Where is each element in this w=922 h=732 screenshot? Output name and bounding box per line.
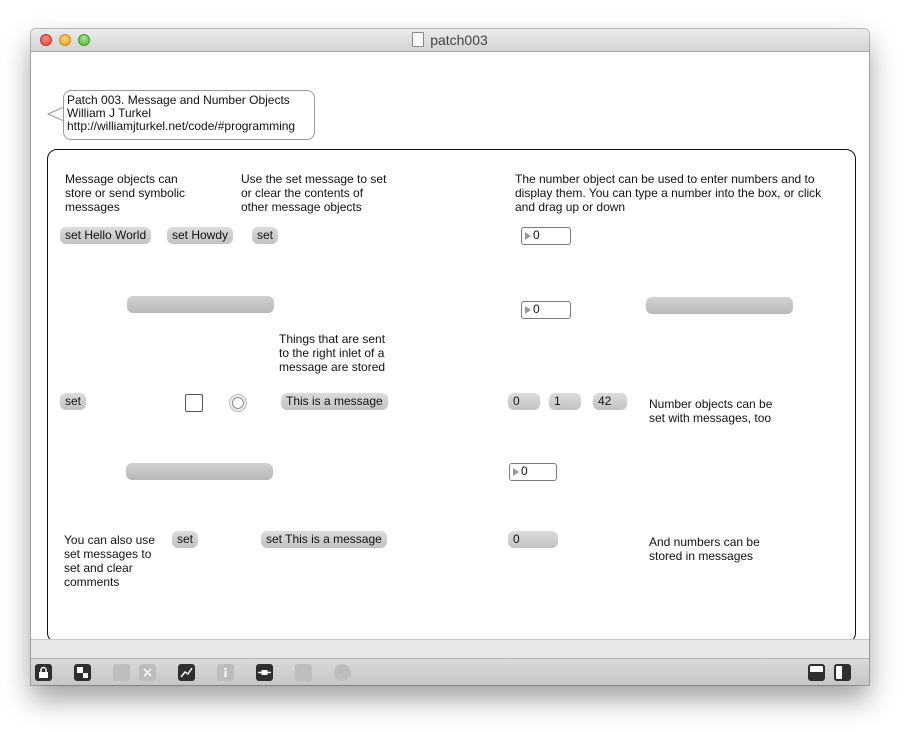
comment-use-set-2[interactable]: or clear the contents of <box>241 186 364 200</box>
message-set-right[interactable]: set <box>60 393 86 410</box>
comment-also-use-1[interactable]: You can also use <box>64 533 155 547</box>
info-icon[interactable] <box>217 664 234 681</box>
comment-number-object-1[interactable]: The number object can be used to enter numbers and to <box>515 172 815 186</box>
number-box-output-value: 0 <box>533 302 540 316</box>
empty-message-target-3[interactable] <box>126 463 273 480</box>
lock-icon[interactable] <box>35 664 52 681</box>
status-bar <box>31 639 869 658</box>
message-set-clear[interactable]: set <box>252 227 278 244</box>
window-title-wrap <box>31 29 869 51</box>
debug-icon[interactable] <box>334 664 351 681</box>
comment-also-use-2[interactable]: set messages to <box>64 547 152 561</box>
message-set-hello-world[interactable]: set Hello World <box>60 227 151 244</box>
header-comment-line-1: Patch 003. Message and Number Objects <box>67 93 290 107</box>
header-comment-line-3: http://williamjturkel.net/code/#programming <box>67 119 296 133</box>
document-icon <box>412 32 424 47</box>
message-stored-number[interactable]: 0 <box>508 531 558 548</box>
comment-right-inlet-1[interactable]: Things that are sent <box>279 332 386 346</box>
number-triangle-icon <box>525 232 531 240</box>
comment-numbers-stored-2[interactable]: stored in messages <box>649 549 754 563</box>
comment-number-object-2[interactable]: display them. You can type a number into the box, or click <box>515 186 822 200</box>
patch-cords-icon[interactable] <box>113 664 130 681</box>
comment-right-inlet-3[interactable]: message are stored <box>279 360 386 374</box>
comment-number-set-2[interactable]: set with messages, too <box>649 411 772 425</box>
number-triangle-icon <box>525 306 531 314</box>
bang-button[interactable] <box>229 394 247 412</box>
split-right-icon[interactable] <box>834 664 851 681</box>
number-triangle-icon <box>513 468 519 476</box>
comment-use-set-3[interactable]: other message objects <box>241 200 362 214</box>
comment-numbers-stored-1[interactable]: And numbers can be <box>649 535 760 549</box>
window-title: patch003 <box>430 32 488 48</box>
message-set-comment-clear[interactable]: set <box>172 531 198 548</box>
message-one[interactable]: 1 <box>549 393 581 410</box>
close-box-icon[interactable] <box>139 664 156 681</box>
message-set-howdy[interactable]: set Howdy <box>167 227 233 244</box>
presentation-toggle-icon[interactable] <box>74 664 91 681</box>
patcher-toolbar <box>31 658 869 685</box>
number-box-input[interactable] <box>521 227 571 245</box>
toggle-box[interactable] <box>185 394 203 412</box>
comment-message-objects-2[interactable]: store or send symbolic <box>65 186 186 200</box>
message-zero[interactable]: 0 <box>508 393 540 410</box>
comment-use-set-1[interactable]: Use the set message to set <box>241 172 387 186</box>
comment-message-objects-1[interactable]: Message objects can <box>65 172 178 186</box>
split-bottom-icon[interactable] <box>808 664 825 681</box>
empty-message-target-1[interactable] <box>127 296 274 313</box>
number-box-output[interactable] <box>521 301 571 319</box>
comment-also-use-3[interactable]: set and clear <box>64 561 133 575</box>
number-box-set-value: 0 <box>521 464 528 478</box>
grid-icon[interactable] <box>295 664 312 681</box>
empty-message-target-2[interactable] <box>646 297 793 314</box>
number-box-input-value: 0 <box>533 228 540 242</box>
title-bar[interactable] <box>31 29 869 52</box>
comment-right-inlet-2[interactable]: to the right inlet of a <box>279 346 385 360</box>
header-comment-line-2: William J Turkel <box>67 106 152 120</box>
patch-canvas[interactable] <box>31 52 869 639</box>
comment-message-objects-3[interactable]: messages <box>65 200 120 214</box>
comment-number-set-1[interactable]: Number objects can be <box>649 397 773 411</box>
number-box-set[interactable] <box>509 463 557 481</box>
message-set-this-is-a-message[interactable]: set This is a message <box>261 531 387 548</box>
message-forty-two[interactable]: 42 <box>593 393 627 410</box>
bang-circle-icon <box>232 397 244 409</box>
patcher-window <box>31 29 869 685</box>
connect-icon[interactable] <box>256 664 273 681</box>
comment-also-use-4[interactable]: comments <box>64 575 120 589</box>
main-panel <box>47 149 856 643</box>
header-comment-bubble[interactable] <box>63 90 315 140</box>
message-this-is-a-message[interactable]: This is a message <box>281 393 388 410</box>
comment-number-object-3[interactable]: and drag up or down <box>515 200 626 214</box>
chart-icon[interactable] <box>178 664 195 681</box>
